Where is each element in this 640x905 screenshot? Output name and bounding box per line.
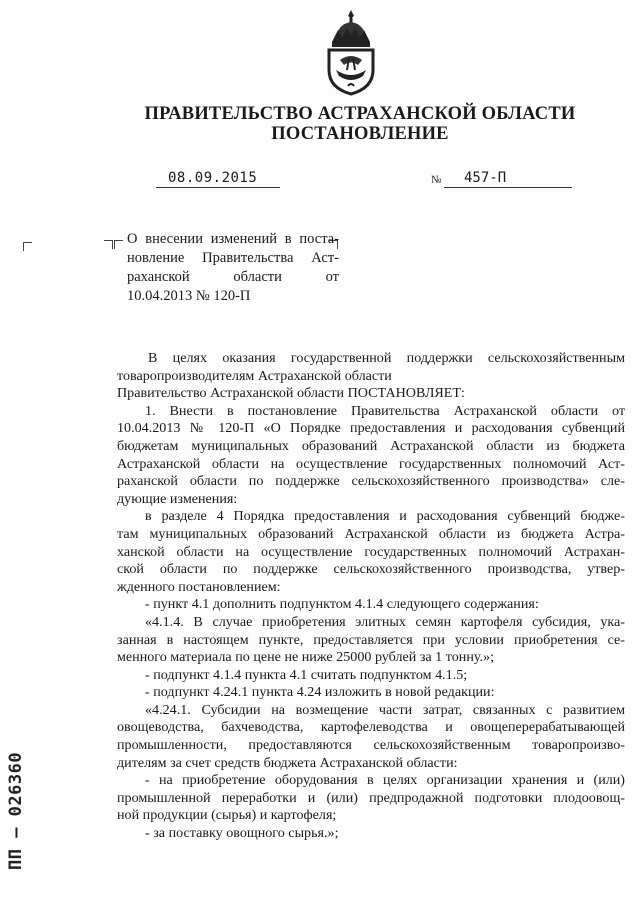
body-line: овощеводства, бахчеводства, картофелеводства и овощеперерабатывающей (117, 719, 625, 736)
body-line: жденного постановлением: (117, 578, 281, 595)
body-line: «4.1.4. В случае приобретения элитных семян картофеля субсидия, ука- (145, 613, 625, 630)
body-line: бюджетам муниципальных образований Астраханской области из бюджета (117, 437, 625, 454)
body-line: раханской области по поддержке сельскохозяйственного производства» сле- (117, 473, 625, 490)
subject-corner-mark (114, 240, 123, 249)
body-line: 1. Внести в постановление Правительства Астраханской области от (145, 402, 625, 419)
body-line: - пункт 4.1 дополнить подпунктом 4.1.4 следующего содержания: (145, 596, 539, 613)
subject-line: новление Правительства Аст- (127, 250, 339, 266)
body-line: дующие изменения: (117, 490, 238, 507)
serial-number: ПП – 026360 (6, 751, 26, 870)
body-line: Астраханской области на осуществление государственных полномочий Аст- (117, 455, 625, 472)
serial-stamp (6, 751, 36, 870)
margin-corner-mark (23, 242, 32, 251)
body-line: «4.24.1. Субсидии на возмещение части затрат, связанных с развитием (145, 701, 625, 718)
resolution-number: 457-П (464, 170, 507, 186)
body-line: В целях оказания государственной поддержки сельскохозяйственным (148, 350, 625, 366)
document-type-title: ПОСТАНОВЛЕНИЕ (271, 124, 449, 144)
organization-name: ПРАВИТЕЛЬСТВО АСТРАХАНСКОЙ ОБЛАСТИ (144, 104, 576, 124)
body-line: 10.04.2013 № 120-П «О Порядке предоставления и расходования субвенций (117, 420, 625, 437)
body-line: - за поставку овощного сырья.»; (145, 825, 339, 842)
resolution-subject (127, 230, 339, 306)
body-line: товаропроизводителям Астраханской области (117, 367, 392, 384)
body-line: - подпункт 4.24.1 пункта 4.24 изложить в новой редакции: (145, 684, 495, 701)
body-line: ной продукции (сырья) и картофеля; (117, 807, 337, 824)
body-line: - на приобретение оборудования в целях организации хранения и (или) (145, 772, 625, 789)
coat-of-arms-icon (318, 8, 384, 96)
body-line: в разделе 4 Порядка предоставления и расходования субвенций бюдже- (145, 508, 625, 525)
number-underline (444, 187, 572, 188)
body-line: промышленной переработки и (или) предпродажной подготовки плодоовощ- (117, 789, 625, 806)
date-underline (156, 187, 280, 188)
body-line: там муниципальных образований Астраханской области из бюджета Астра- (117, 525, 625, 542)
body-line: занная в настоящем пункте, предоставляется при условии приобретения се- (117, 631, 625, 648)
body-line: ханской области на осуществление государственных полномочий Астрахан- (117, 543, 625, 560)
subject-line: раханской области от (127, 269, 339, 285)
resolution-body (117, 350, 625, 843)
resolution-date: 08.09.2015 (168, 170, 258, 186)
subject-line: 10.04.2013 № 120-П (127, 288, 251, 304)
subject-line: О внесении изменений в поста- (127, 231, 339, 247)
body-line: ской области по поддержке сельскохозяйственного производства, утвер- (117, 561, 625, 578)
body-line: Правительство Астраханской области ПОСТАНОВЛЯЕТ: (117, 385, 465, 402)
number-sign: № (431, 174, 442, 186)
subject-corner-mark (104, 240, 113, 249)
body-line: промышленности, предоставляются сельскохозяйственным товаропроизво- (117, 737, 625, 754)
body-line: дителям за счет средств бюджета Астраханской области: (117, 754, 458, 771)
body-line: менного материала по цене не ниже 25000 рублей за 1 тонну.»; (117, 649, 494, 666)
body-line: - подпункт 4.1.4 пункта 4.1 считать подпунктом 4.1.5; (145, 666, 468, 683)
